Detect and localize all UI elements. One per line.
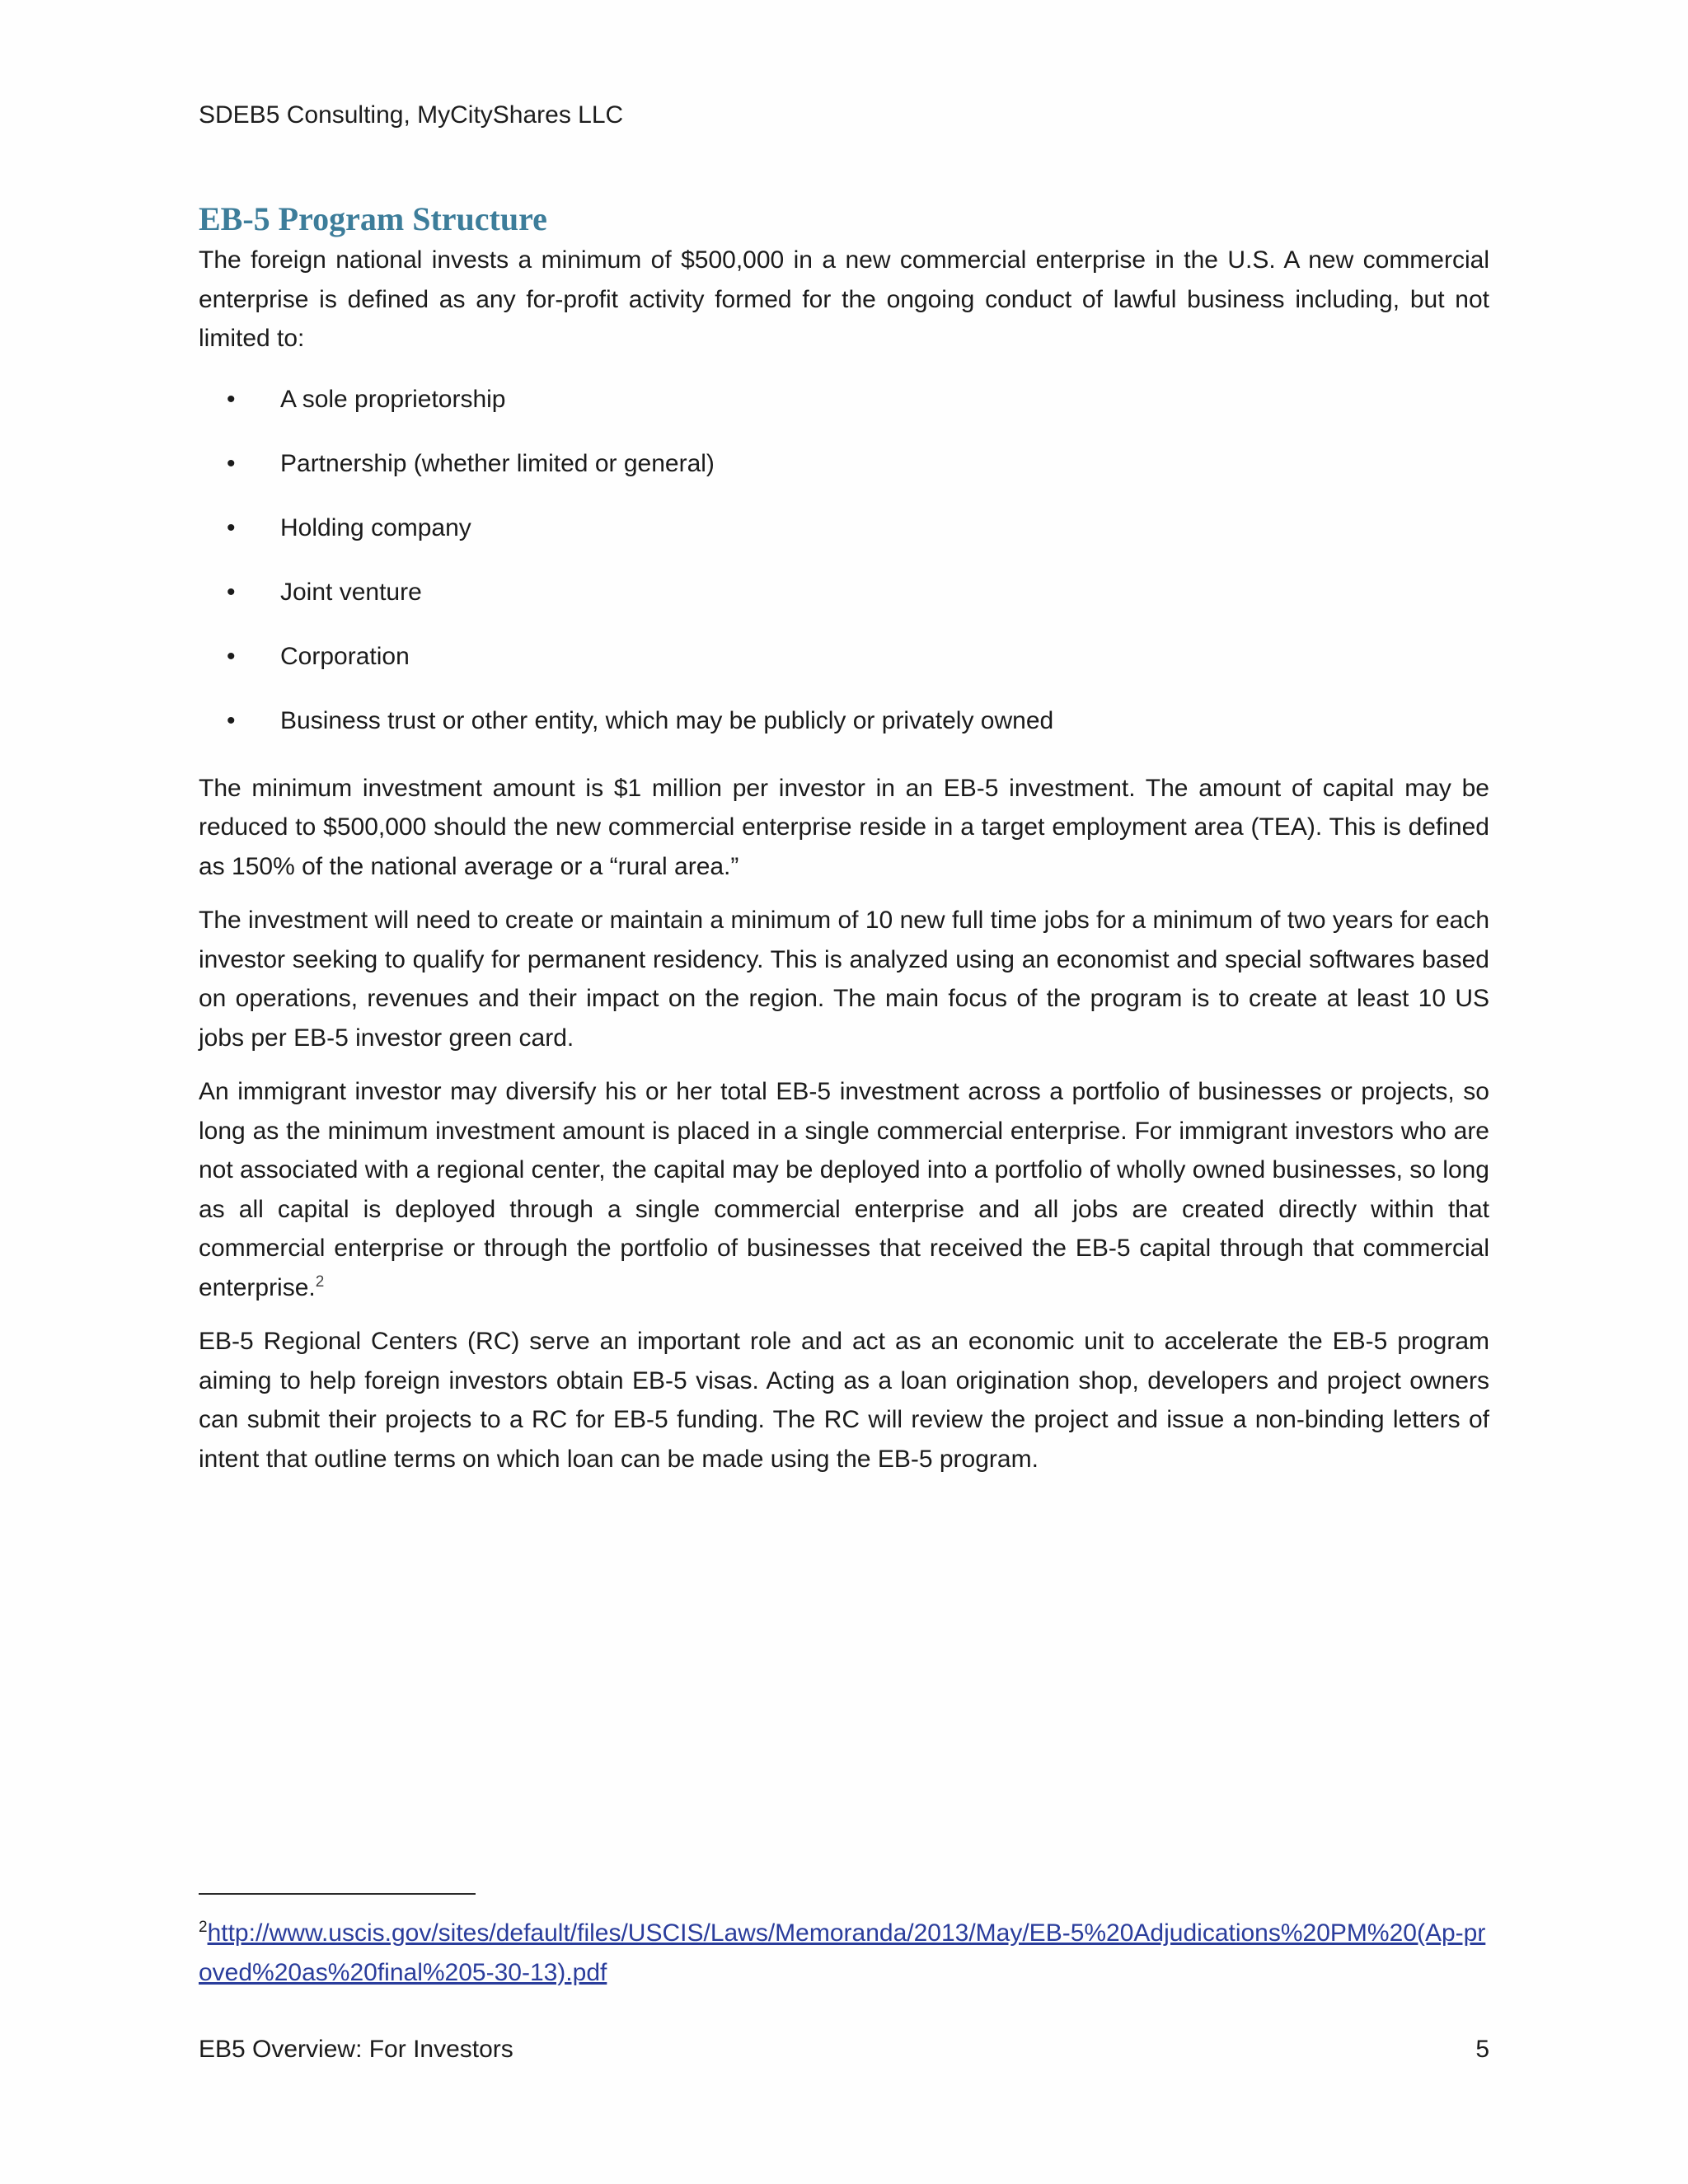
list-item: • Joint venture	[199, 576, 1489, 609]
diversify-paragraph: An immigrant investor may diversify his or her total EB-5 investment across a portfolio of businesses or projects, so long as the minimum investment amount is placed in a single commercial enterprise. For immigrant investors who are not associated with a regional center, the capital may be deployed into a portfolio of wholly owned businesses, so long as all capital is deployed through a single commercial enterprise and all jobs are created directly within that commercial enterprise or through the portfolio of businesses that received the EB-5 capital through that commercial enterprise.$^2$	[199, 1078, 1489, 1301]
bullet-icon: •	[227, 706, 236, 734]
section-title: EB-5 Program Structure	[199, 200, 547, 237]
min-investment-paragraph: The minimum investment amount is $1 million per investor in an EB-5 investment. The amount of capital may be reduced to $500,000 should the new commercial enterprise reside in a target employment area (TEA). This is defined as 150% of the national average or a “rural area.”	[199, 774, 1489, 880]
bullet-icon: •	[227, 385, 236, 413]
regional-centers-paragraph: EB-5 Regional Centers (RC) serve an important role and act as an economic unit to accelerate the EB-5 program aiming to help foreign investors obtain EB-5 visas. Acting as a loan origination shop, developers and project owners can submit their projects to a RC for EB-5 funding. The RC will review the project and issue a non-binding letters of intent that outline terms on which loan can be made using the EB-5 program.	[199, 1328, 1489, 1473]
bullet-icon: •	[227, 513, 236, 541]
footnote-separator	[199, 1893, 476, 1895]
entity-type-list	[199, 383, 1489, 738]
list-item: • Holding company	[199, 512, 1489, 545]
running-header: SDEB5 Consulting, MyCityShares LLC	[199, 101, 624, 129]
page-number: 5	[1475, 2036, 1489, 2063]
footnote-link[interactable]: http://www.uscis.gov/sites/default/files/USCIS/Laws/Memoranda/2013/May/EB-5%20Adjudications%20PM%20(Ap-proved%20as%20final%205-30-13).pdf	[199, 1919, 1486, 1986]
footer-title: EB5 Overview: For Investors	[199, 2036, 513, 2063]
list-item: • Business trust or other entity, which may be publicly or privately owned	[199, 705, 1489, 738]
main-content	[199, 198, 1489, 1479]
footnote-mark: 2	[199, 1919, 208, 1936]
jobs-paragraph: The investment will need to create or maintain a minimum of 10 new full time jobs for a minimum of two years for each investor seeking to qualify for permanent residency. This is analyzed using an economist and special softwares based on operations, revenues and their impact on the region. The main focus of the program is to create at least 10 US jobs per EB-5 investor green card.	[199, 907, 1489, 1052]
footnote-reference[interactable]: 2	[315, 1272, 325, 1291]
list-item: • Corporation	[199, 640, 1489, 673]
bullet-icon: •	[227, 578, 236, 606]
intro-paragraph: The foreign national invests a minimum of $500,000 in a new commercial enterprise in the U.S. A new commercial enterprise is defined as any for-profit activity formed for the ongoing conduct of lawful business including, but not limited to:	[199, 246, 1489, 352]
list-item: • Partnership (whether limited or general)	[199, 448, 1489, 480]
bullet-icon: •	[227, 642, 236, 670]
list-item: • A sole proprietorship	[199, 383, 1489, 416]
running-footer	[199, 2033, 1489, 2066]
footnote	[199, 1914, 1489, 1993]
bullet-icon: •	[227, 449, 236, 477]
